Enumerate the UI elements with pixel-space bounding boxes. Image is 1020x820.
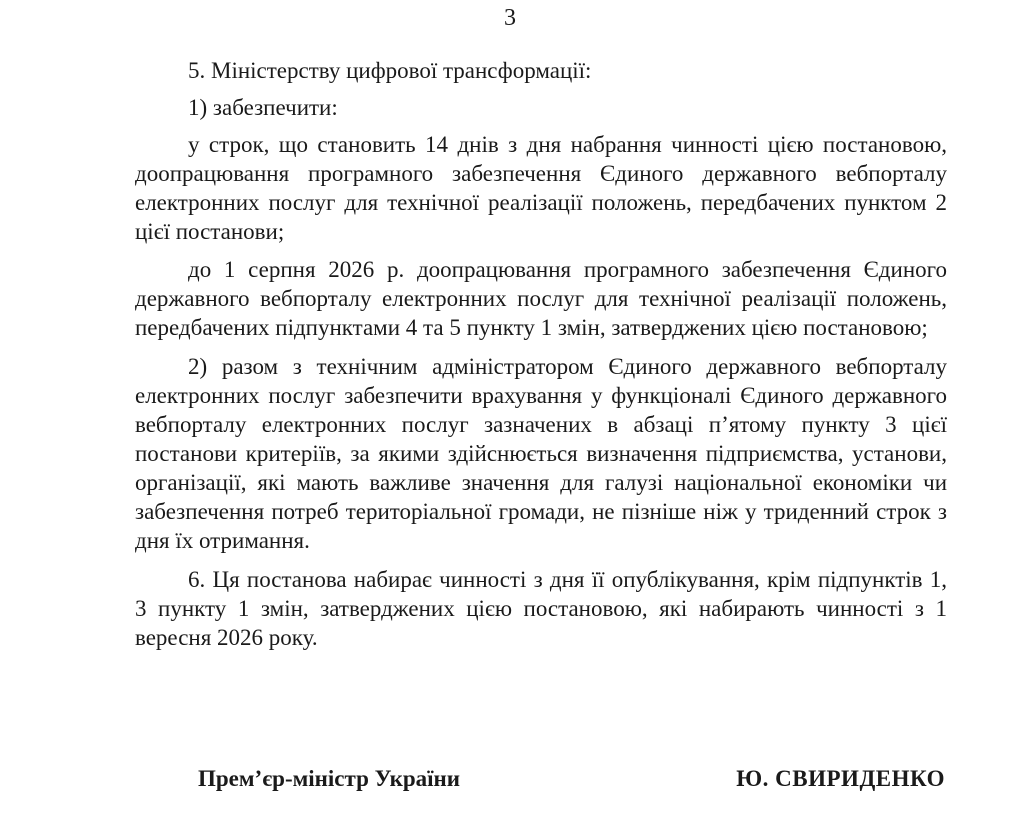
paragraph-deadline-14-days: у строк, що становить 14 днів з дня набрання чинності цією постановою, доопрацювання програмного забезпечення Єдиного державного вебпорталу електронних послуг для технічної реалізації положень, передбачених пунктом 2 цієї постанови;	[135, 132, 947, 244]
paragraph-item-6-effective-date: 6. Ця постанова набирає чинності з дня її опублікування, крім підпунктів 1, 3 пункту 1 змін, затверджених цією постановою, які набирають чинності з 1 вересня 2026 року.	[135, 567, 947, 650]
document-body	[135, 56, 947, 652]
paragraph-subitem-1: 1) забезпечити:	[188, 95, 338, 120]
paragraph-subitem-2: 2) разом з технічним адміністратором Єдиного державного вебпорталу електронних послуг забезпечити врахування у функціоналі Єдиного державного вебпорталу електронних послуг зазначених в абзаці п’ятому пункту 3 цієї постанови критеріїв, за якими здійснюється визначення підприємства, установи, організації, які мають важливе значення для галузі національної економіки чи забезпечення потреб територіальної громади, не пізніше ніж у триденний строк з дня їх отримання.	[135, 354, 947, 553]
signatory-name: Ю. СВИРИДЕНКО	[736, 766, 945, 791]
paragraph-deadline-august: до 1 серпня 2026 р. доопрацювання програмного забезпечення Єдиного державного вебпорталу електронних послуг для технічної реалізації положень, передбачених підпунктами 4 та 5 пункту 1 змін, затверджених цією постановою;	[135, 257, 947, 340]
paragraph-item-5-heading: 5. Міністерству цифрової трансформації:	[188, 58, 592, 83]
signatory-position: Прем’єр-міністр України	[198, 766, 461, 791]
page-number: 3	[504, 5, 516, 31]
